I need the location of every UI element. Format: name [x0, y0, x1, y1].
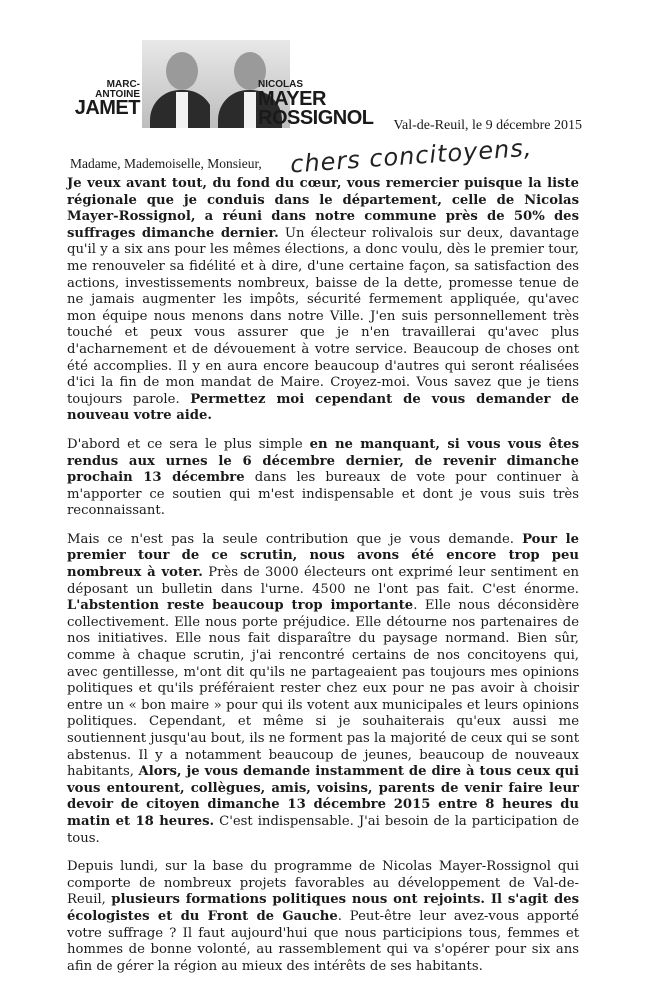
salutation: Madame, Mademoiselle, Monsieur, [70, 156, 262, 171]
text-segment: Pour le premier tour de ce scrutin, nous avons été encore trop peu nombreux à voter. [67, 531, 579, 581]
text-segment: Permettez moi cependant de vous demander de nouveau votre aide. [67, 391, 579, 424]
place-date: Val-de-Reuil, le 9 décembre 2015 [393, 118, 582, 133]
paragraph-1 [67, 176, 579, 425]
text-segment: Depuis lundi, sur la base du programme de Nicolas Mayer-Rossignol qui comporte de nombreux projets favorables au développement de Val-de-Reuil, [67, 859, 579, 908]
text-segment: Je veux avant tout, du fond du cœur, vous remercier puisque la liste régionale que je conduis dans le département, celle de Nicolas Mayer-Rossignol, a réuni dans notre commune près de 50% des suffrages dimanche dernier. [67, 176, 579, 241]
candidate-first-name: NICOLAS [258, 79, 303, 90]
candidate-name-jamet [70, 80, 140, 118]
candidate-name-rossignol [258, 80, 398, 128]
text-segment: Alors, je vous demande instamment de dire à tous ceux qui vous entourent, collègues, amis, voisins, parents de venir faire leur devoir de citoyen dimanche 13 décembre 2015 entre 8 heures du matin et 18 heures. [67, 764, 579, 829]
text-segment: . Peut-être leur avez-vous apporté votre suffrage ? Il faut aujourd'hui que nous participions tous, femmes et hommes de bonne volonté, au rassemblement qui va s'opérer pour six ans afin de gérer la région au mieux des intérêts de ses habitants. [67, 908, 579, 974]
text-segment: dans les bureaux de vote pour continuer à m'apporter ce soutien qui m'est indispensable et dont je vous suis très reconnaissant. [67, 470, 579, 519]
paragraph-4 [67, 859, 579, 975]
text-segment: Un électeur rolivalois sur deux, davantage qu'il y a six ans pour les mêmes élections, a donc voulu, dès le premier tour, me renouveler sa fidélité et à dire, d'une certaine façon, sa satisfaction des actions, investissements nombreux, baisse de la dette, promesse tenue de ne jamais augmenter les impôts, sécurité fermement appliquée, qu'avec mon équipe nous menons dans notre Ville. J'en suis personnellement très touché et peux vous assurer que je n'en travaillerai qu'avec plus d'acharnement et de dévouement à votre service. Beaucoup de choses ont été accomplies. Il y en aura encore beaucoup d'autres qui seront réalisées d'ici la fin de mon mandat de Maire. Croyez-moi. Vous savez que je tiens toujours parole. [67, 225, 579, 407]
paragraph-3 [67, 532, 579, 847]
text-segment: Mais ce n'est pas la seule contribution que je vous demande. [67, 531, 523, 547]
text-segment: en ne manquant, si vous vous êtes rendus aux urnes le 6 décembre dernier, de revenir dimanche prochain 13 décembre [67, 436, 579, 486]
text-segment: Près de 3000 électeurs ont exprimé leur sentiment en déposant un bulletin dans l'urne. 4500 ne l'ont pas fait. C'est énorme. [67, 565, 580, 597]
candidate-first-name: MARC-ANTOINE [95, 79, 140, 100]
text-segment: plusieurs formations politiques nous ont rejoints. Il s'agit des écologistes et du Front de Gauche [67, 892, 580, 924]
text-segment: L'abstention reste beaucoup trop importante [67, 598, 414, 614]
candidate-last-name: JAMET [74, 97, 140, 119]
text-segment: C'est indispensable. J'ai besoin de la participation de tous. [67, 813, 580, 846]
candidate-last-name: MAYER ROSSIGNOL [258, 87, 374, 129]
paragraph-2 [67, 437, 579, 520]
handwritten-greeting: chers concitoyens, [289, 133, 534, 179]
text-segment: D'abord et ce sera le plus simple [67, 436, 310, 452]
letter-body [67, 176, 579, 987]
text-segment: . Elle nous déconsidère collectivement. Elle nous porte préjudice. Elle détourne nos partenaires de nos initiatives. Elle nous fait disparaître du paysage normand. Bien sûr, comme à chaque scrutin, j'ai rencontré certains de nos concitoyens qui, avec gentillesse, m'ont dit qu'ils ne partageaient pas toujours mes opinions politiques et qu'ils préféraient rester chez eux pour ne pas avoir à choisir entre un « bon maire » pour qui ils votent aux municipales et leurs opinions politiques. Cependant, et même si je souhaiterais qu'eux aussi me soutiennent jusqu'au bout, ils ne forment pas la majorité de ceux qui se sont abstenus. Il y a notamment beaucoup de jeunes, beaucoup de nouveaux habitants, [67, 598, 580, 780]
